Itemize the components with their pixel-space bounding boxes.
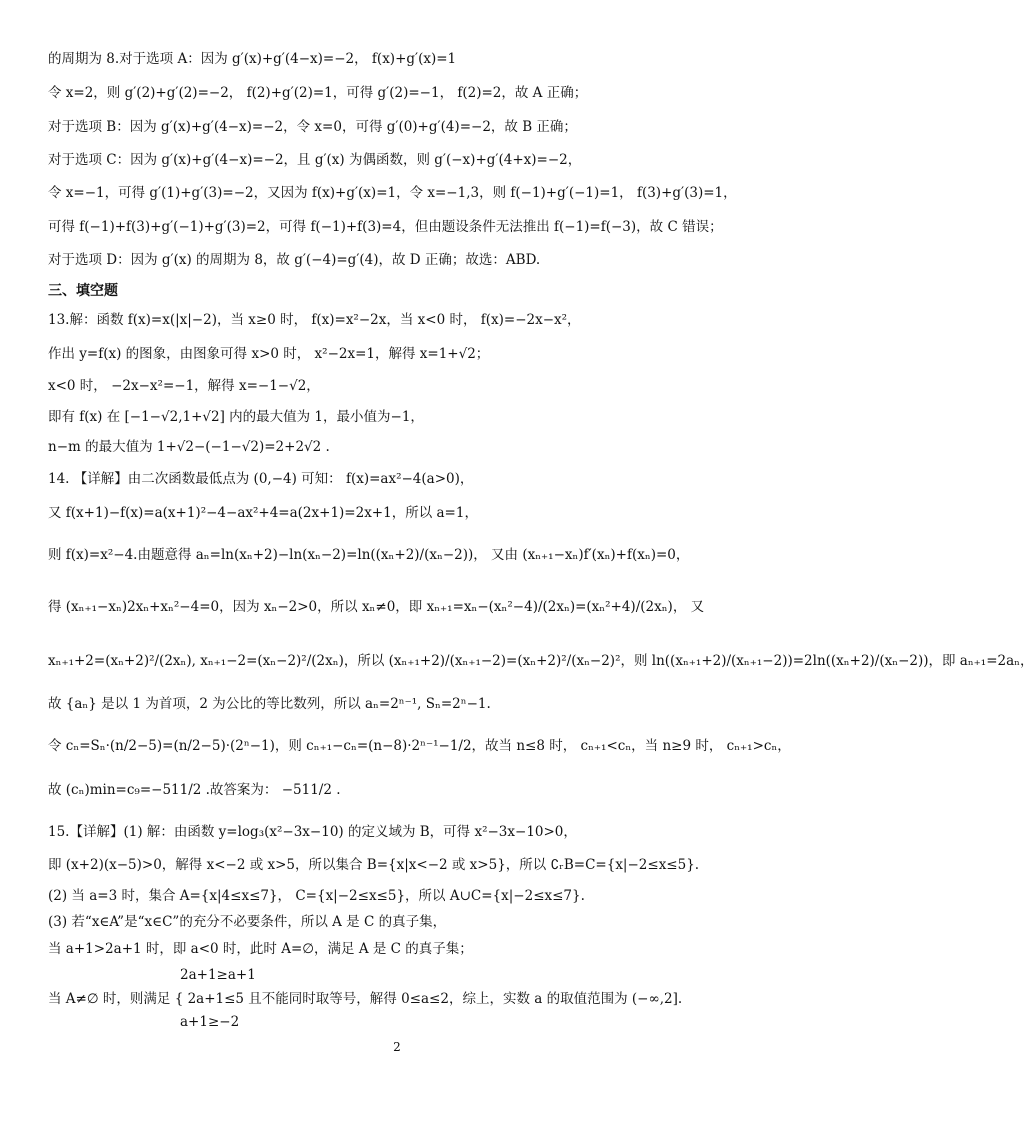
text-line: 得 (xₙ₊₁−xₙ)2xₙ+xₙ²−4=0，因为 xₙ−2>0，所以 xₙ≠0，即 xₙ₊₁=xₙ−(xₙ²−4)/(2xₙ)=(xₙ²+4)/(2xₙ)， 又	[48, 599, 705, 615]
text-line: 可得 f(−1)+f(3)+g′(−1)+g′(3)=2，可得 f(−1)+f(3)=4，但由题设条件无法推出 f(−1)=f(−3)，故 C 错误；	[48, 219, 723, 235]
text-line: 故 (cₙ)min=c₉=−511/2 .故答案为： −511/2 .	[48, 782, 341, 798]
text-line: 对于选项 C：因为 g′(x)+g′(4−x)=−2，且 g′(x) 为偶函数，则 g′(−x)+g′(4+x)=−2，	[48, 152, 582, 168]
text-line: 13.解：函数 f(x)=x(|x|−2)，当 x≥0 时， f(x)=x²−2x，当 x<0 时， f(x)=−2x−x²，	[48, 312, 581, 328]
text-line: (2) 当 a=3 时，集合 A={x|4≤x≤7}， C={x|−2≤x≤5}，所以 A∪C={x|−2≤x≤7}.	[48, 888, 585, 904]
text-line: 则 f(x)=x²−4.由题意得 aₙ=ln(xₙ+2)−ln(xₙ−2)=ln((xₙ+2)/(xₙ−2))， 又由 (xₙ₊₁−xₙ)f′(xₙ)+f(xₙ)=0，	[48, 547, 690, 563]
text-line: 当 A≠∅ 时，则满足 { 2a+1≤5 且不能同时取等号，解得 0≤a≤2，综上，实数 a 的取值范围为 (−∞,2].	[48, 991, 683, 1007]
text-line: xₙ₊₁+2=(xₙ+2)²/(2xₙ), xₙ₊₁−2=(xₙ−2)²/(2xₙ)，所以 (xₙ₊₁+2)/(xₙ₊₁−2)=(xₙ+2)²/(xₙ−2)²，则 ln((xₙ₊₁+2)/(xₙ₊₁−2))=2ln((xₙ+2)/(xₙ−2))，即 aₙ₊₁=2aₙ，	[48, 653, 1034, 669]
text-line: n−m 的最大值为 1+√2−(−1−√2)=2+2√2 .	[48, 439, 330, 455]
text-line: 又 f(x+1)−f(x)=a(x+1)²−4−ax²+4=a(2x+1)=2x+1，所以 a=1，	[48, 505, 478, 521]
text-line: 当 a+1>2a+1 时，即 a<0 时，此时 A=∅，满足 A 是 C 的真子集；	[48, 941, 473, 957]
text-line: (3) 若“x∈A”是“x∈C”的充分不必要条件，所以 A 是 C 的真子集，	[48, 914, 447, 930]
text-line: 即有 f(x) 在 [−1−√2,1+√2] 内的最大值为 1，最小值为−1，	[48, 409, 424, 425]
text-line: 令 cₙ=Sₙ·(n/2−5)=(n/2−5)·(2ⁿ−1)，则 cₙ₊₁−cₙ=(n−8)·2ⁿ⁻¹−1/2，故当 n≤8 时， cₙ₊₁<cₙ，当 n≥9 时， cₙ₊₁>cₙ，	[48, 738, 791, 754]
text-line: 作出 y=f(x) 的图象，由图象可得 x>0 时， x²−2x=1，解得 x=1+√2；	[48, 346, 490, 362]
text-line: 令 x=−1，可得 g′(1)+g′(3)=−2，又因为 f(x)+g′(x)=1，令 x=−1,3，则 f(−1)+g′(−1)=1， f(3)+g′(3)=1，	[48, 185, 737, 201]
text-line: 故 {aₙ} 是以 1 为首项，2 为公比的等比数列，所以 aₙ=2ⁿ⁻¹, Sₙ=2ⁿ−1.	[48, 696, 491, 712]
text-line: 14. 【详解】由二次函数最低点为 (0,−4) 可知： f(x)=ax²−4(a>0)，	[48, 471, 474, 487]
system-line-1: 2a+1≥a+1	[180, 967, 256, 983]
text-line: 的周期为 8.对于选项 A：因为 g′(x)+g′(4−x)=−2， f(x)+g′(x)=1	[48, 51, 457, 67]
text-line: 令 x=2，则 g′(2)+g′(2)=−2， f(2)+g′(2)=1，可得 g′(2)=−1， f(2)=2，故 A 正确；	[48, 85, 588, 101]
text-line: x<0 时， −2x−x²=−1，解得 x=−1−√2，	[48, 378, 320, 394]
section-heading: 三、填空题	[48, 283, 118, 299]
text-line: 对于选项 D：因为 g′(x) 的周期为 8，故 g′(−4)=g′(4)，故 D 正确；故选：ABD.	[48, 252, 541, 268]
system-line-3: a+1≥−2	[180, 1014, 240, 1030]
text-line: 15.【详解】(1) 解：由函数 y=log₃(x²−3x−10) 的定义域为 B，可得 x²−3x−10>0，	[48, 824, 577, 840]
text-line: 即 (x+2)(x−5)>0，解得 x<−2 或 x>5，所以集合 B={x|x<−2 或 x>5}，所以 ∁ᵣB=C={x|−2≤x≤5}.	[48, 857, 700, 873]
page-number: 2	[393, 1040, 401, 1054]
text-line: 对于选项 B：因为 g′(x)+g′(4−x)=−2，令 x=0，可得 g′(0)+g′(4)=−2，故 B 正确；	[48, 119, 577, 135]
